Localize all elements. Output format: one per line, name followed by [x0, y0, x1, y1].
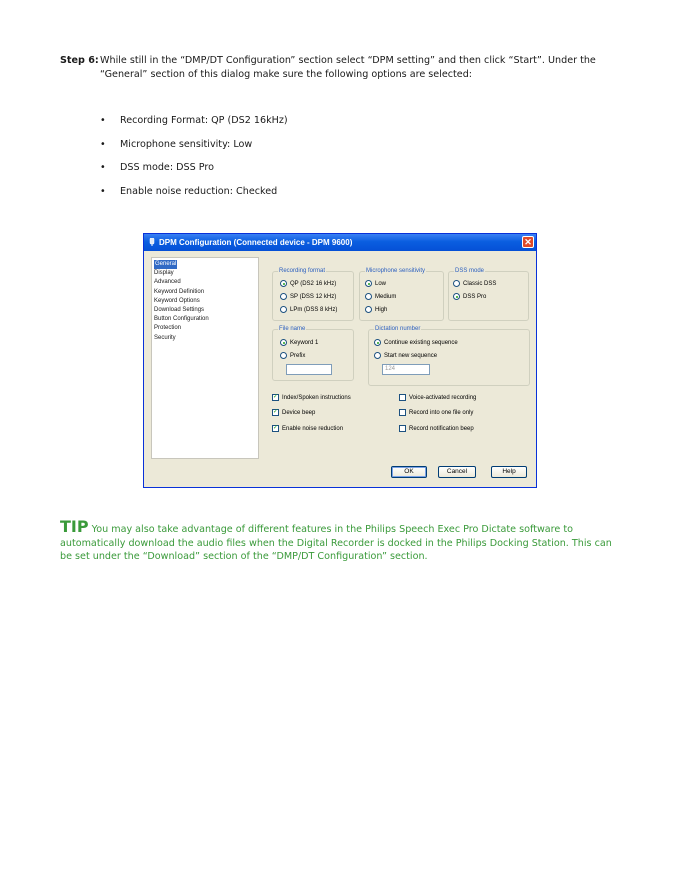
- group-title: Microphone sensitivity: [366, 268, 426, 274]
- radio-continue-sequence[interactable]: Continue existing sequence: [374, 339, 458, 346]
- radio-sp[interactable]: SP (DSS 12 kHz): [280, 293, 336, 300]
- app-icon: [147, 238, 156, 247]
- tree-item-protection[interactable]: Protection: [154, 325, 182, 332]
- group-title: Dictation number: [375, 326, 421, 332]
- group-title: File name: [279, 326, 306, 332]
- settings-list: [100, 114, 288, 208]
- group-title: DSS mode: [455, 268, 485, 274]
- radio-start-new-sequence[interactable]: Start new sequence: [374, 352, 437, 359]
- checkbox-voice-activated[interactable]: Voice-activated recording: [399, 394, 476, 401]
- tree-item-security[interactable]: Security: [154, 334, 176, 341]
- list-item: • Enable noise reduction: Checked: [100, 185, 278, 197]
- step-label: Step 6:: [60, 55, 99, 66]
- dialog-titlebar[interactable]: [144, 234, 536, 251]
- checkbox-notification-beep[interactable]: Record notification beep: [399, 425, 474, 432]
- checkbox-one-file[interactable]: Record into one file only: [399, 409, 473, 416]
- dialog-title: DPM Configuration (Connected device - DPM 9600): [159, 238, 353, 247]
- checkbox-device-beep[interactable]: ✓ Device beep: [273, 409, 316, 416]
- list-item: • DSS mode: DSS Pro: [100, 162, 214, 173]
- list-item: • Microphone sensitivity: Low: [100, 138, 253, 150]
- sequence-number-input[interactable]: 124: [382, 364, 430, 375]
- dpm-configuration-dialog: [143, 233, 537, 488]
- tree-item-display[interactable]: Display: [154, 270, 174, 277]
- tip-paragraph: [60, 517, 620, 564]
- help-button[interactable]: Help: [491, 466, 527, 478]
- list-item: • Recording Format: QP (DS2 16kHz): [100, 115, 288, 126]
- tree-item-keyword-definition[interactable]: Keyword Definition: [154, 288, 205, 295]
- tip-text: You may also take advantage of different features in the Philips Speech Exec Pro Dictate software to automatically download the audio files when the Digital Recorder is docked in the Philips Docking Station. This can be set under the “Download” section of the “DMP/DT Configuration” section.: [60, 524, 612, 563]
- tree-item-general[interactable]: General: [154, 260, 177, 269]
- prefix-input[interactable]: [286, 364, 332, 375]
- radio-dss-pro[interactable]: DSS Pro: [453, 293, 486, 300]
- checkbox-noise-reduction[interactable]: ✓ Enable noise reduction: [273, 425, 344, 432]
- radio-low[interactable]: Low: [365, 280, 386, 287]
- radio-high[interactable]: High: [365, 306, 387, 313]
- step-text: While still in the “DMP/DT Configuration” section select “DPM setting” and then click “Start”. Under the “General” section of this dialog make sure the following options are selected:: [100, 55, 596, 80]
- radio-classic-dss[interactable]: Classic DSS: [453, 280, 496, 287]
- tree-item-advanced[interactable]: Advanced: [154, 279, 181, 286]
- ok-button[interactable]: OK: [391, 466, 427, 478]
- cancel-button[interactable]: Cancel: [438, 466, 476, 478]
- tree-item-button-configuration[interactable]: Button Configuration: [154, 316, 209, 323]
- radio-medium[interactable]: Medium: [365, 293, 396, 300]
- settings-tree: [151, 257, 259, 459]
- radio-qp[interactable]: QP (DS2 16 kHz): [280, 280, 336, 287]
- close-icon[interactable]: ✕: [522, 236, 534, 248]
- radio-lpm[interactable]: LPm (DSS 8 kHz): [280, 306, 337, 313]
- group-title: Recording format: [279, 268, 326, 274]
- radio-prefix[interactable]: Prefix: [280, 352, 305, 359]
- tree-item-download-settings[interactable]: Download Settings: [154, 306, 205, 313]
- tip-label: TIP: [60, 517, 89, 536]
- radio-keyword-1[interactable]: Keyword 1: [280, 339, 318, 346]
- checkbox-index-spoken[interactable]: ✓ Index/Spoken instructions: [273, 394, 351, 401]
- tree-item-keyword-options[interactable]: Keyword Options: [154, 297, 200, 304]
- step-6-instruction: [60, 54, 620, 82]
